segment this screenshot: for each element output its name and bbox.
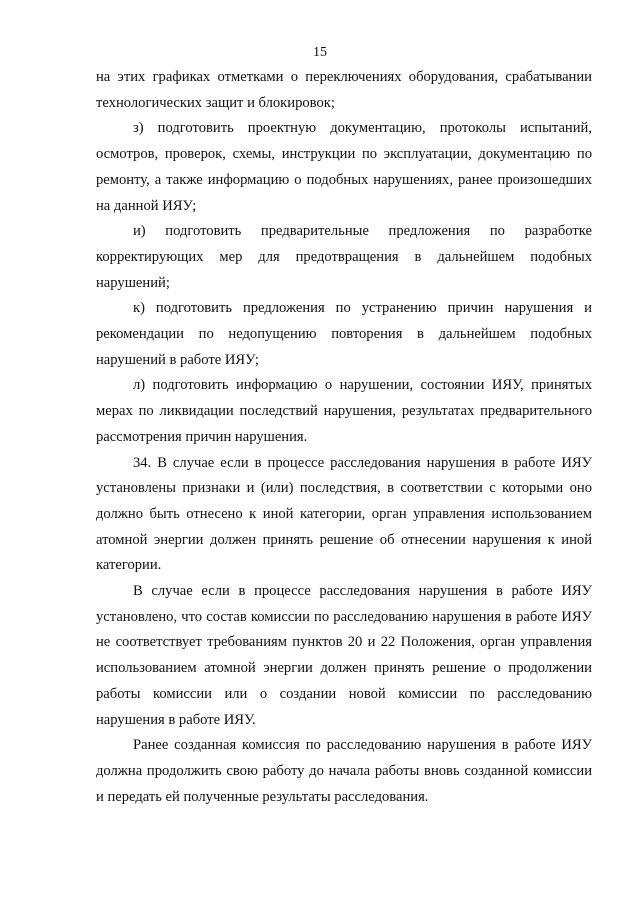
document-body — [96, 65, 592, 810]
paragraph-item-k: к) подготовить предложения по устранению причин нарушения и рекомендации по недопущению повторения в дальнейшем подобных нарушений в работе ИЯУ; — [96, 300, 592, 368]
page-number: 15 — [313, 45, 327, 60]
paragraph-commission-composition: В случае если в процессе расследования нарушения в работе ИЯУ установлено, что состав комиссии по расследованию нарушения в работе ИЯУ не соответствует требованиям пунктов 20 и 22 Положения, орган управления использованием атомной энергии должен принять решение о продолжении работы комиссии или о создании новой комиссии по расследованию нарушения в работе ИЯУ. — [96, 583, 592, 728]
paragraph-clause-34: 34. В случае если в процессе расследования нарушения в работе ИЯУ установлены признаки и (или) последствия, в соответствии с которыми оно должно быть отнесено к иной категории, орган управления использованием атомной энергии должен принять решение об отнесении нарушения к иной категории. — [96, 454, 592, 574]
paragraph-item-z: з) подготовить проектную документацию, протоколы испытаний, осмотров, проверок, схемы, инструкции по эксплуатации, документацию по ремонту, а также информацию о подобных нарушениях, ранее произошедших на данной ИЯУ; — [96, 120, 592, 214]
paragraph-item-l: л) подготовить информацию о нарушении, состоянии ИЯУ, принятых мерах по ликвидации последствий нарушения, результатах предварительного рассмотрения причин нарушения. — [96, 377, 592, 445]
paragraph-continuation: на этих графиках отметками о переключениях оборудования, срабатывании технологических защит и блокировок; — [96, 69, 592, 111]
paragraph-item-i: и) подготовить предварительные предложения по разработке корректирующих мер для предотвращения в дальнейшем подобных нарушений; — [96, 223, 592, 291]
paragraph-previous-commission: Ранее созданная комиссия по расследованию нарушения в работе ИЯУ должна продолжить свою работу до начала работы вновь созданной комиссии и передать ей полученные результаты расследования. — [96, 737, 592, 805]
